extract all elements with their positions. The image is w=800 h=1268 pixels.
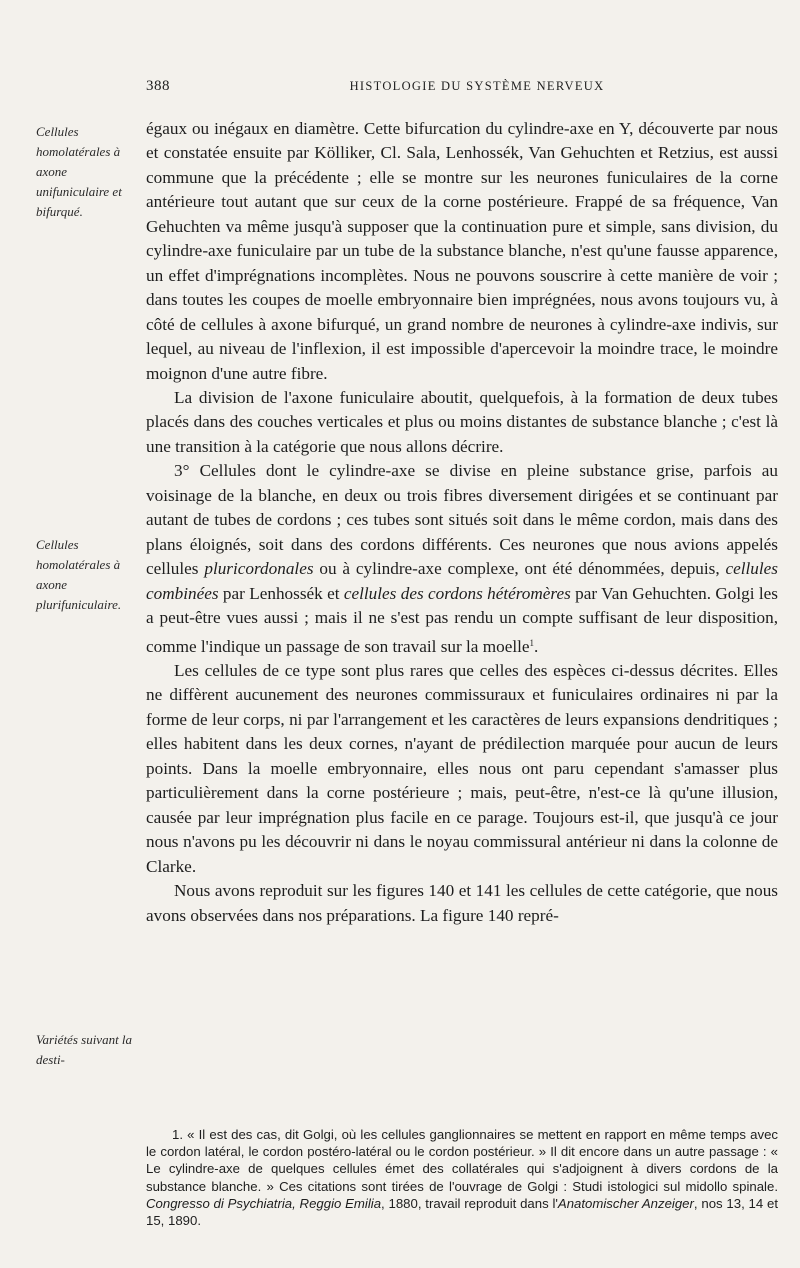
paragraph: La division de l'axone funiculaire aboutit, quelquefois, à la formation de deux tubes placés dans des couches verticales et plus ou moins distantes de substance blanche ; c'est là une transition à la catégorie que nous allons décrire. <box>146 387 778 456</box>
margin-notes <box>0 0 140 1268</box>
italic-term: pluricordonales <box>204 559 314 579</box>
italic-term: cellules combinées <box>146 559 778 603</box>
margin-note: Cellules homolatérales à axone plurifuniculaire. <box>36 537 122 612</box>
italic-term: cellules des cordons hétéromères <box>343 583 571 603</box>
footnote-marker: 1 <box>529 637 535 648</box>
margin-note: Variétés suivant la desti- <box>36 1032 133 1067</box>
page-header <box>146 78 778 100</box>
running-title: HISTOLOGIE DU SYSTÈME NERVEUX <box>349 79 605 93</box>
footnotes <box>146 1126 778 1229</box>
page-number: 388 <box>146 78 170 94</box>
paragraph: Nous avons reproduit sur les figures 140 et 141 les cellules de cette catégorie, que nous avons observées dans nos préparations. La figure 140 repré- <box>146 881 778 925</box>
margin-note: Cellules homolatérales à axone unifuniculaire et bifurqué. <box>36 124 122 219</box>
paragraph: Les cellules de ce type sont plus rares que celles des espèces ci-dessus décrites. Elles ne diffèrent aucunement des neurones commissuraux et funiculaires ordinaires ni par la forme de leur corps, ni par l'arrangement et les caractères de leurs expansions dendritiques ; elles habitent dans les deux cornes, n'ayant de prédilection marquée pour aucun de leurs points. Dans la moelle embryonnaire, elles nous ont paru cependant s'amasser plus particulièrement dans la corne postérieure ; mais, peut-être, n'est-ce là qu'une illusion, causée par leur imprégnation plus facile en ce parage. Toujours est-il, que jusqu'à ce jour nous n'avons pu les découvrir ni dans le noyau commissural antérieur ni dans la colonne de Clarke. <box>146 660 778 876</box>
body-text <box>146 117 778 928</box>
paragraph: égaux ou inégaux en diamètre. Cette bifurcation du cylindre-axe en Y, découverte par nous et constatée ensuite par Kölliker, Cl. Sala, Lenhossék, Van Gehuchten et Retzius, est aussi commune que la précédente ; elle se montre sur les neurones funiculaires de la corne antérieure tout autant que sur ceux de la corne postérieure. Frappé de sa fréquence, Van Gehuchten va même jusqu'à supposer que la continuation pure et simple, sans division, du cylindre-axe funiculaire par un tube de la substance blanche, n'est qu'une fausse apparence, un effet d'imprégnations incomplètes. Nous ne pouvons souscrire à cette manière de voir ; dans toutes les coupes de moelle embryonnaire bien imprégnées, nous avons toujours vu, à côté de cellules à axone bifurqué, un grand nombre de neurones à cylindre-axe indivis, sur lequel, au niveau de l'inflexion, il est impossible d'apercevoir la moindre trace, le moindre moignon d'une autre fibre. <box>146 119 778 383</box>
footnote: 1. « Il est des cas, dit Golgi, où les cellules ganglionnaires se mettent en rapport en même temps avec le cordon latéral, le cordon postéro-latéral ou le cordon postérieur. » Il dit encore dans un autre passage : « Le cylindre-axe de quelques cellules émet des collatérales qui s'adjoignent à divers cordons de la substance blanche. » Ces citations sont tirées de l'ouvrage de Golgi : Studi istologici sul midollo spinale. Congresso di Psychiatria, Reggio Emilia, 1880, travail reproduit dans l'Anatomischer Anzeiger, nos 13, 14 et 15, 1890. <box>146 1127 778 1229</box>
paragraph: 3° Cellules dont le cylindre-axe se divise en pleine substance grise, parfois au voisinage de la blanche, en deux ou trois fibres diversement dirigées et se continuant par autant de tubes de cordons ; ces tubes sont situés soit dans le même cordon, mais dans des plans éloignés, soit dans des cordons différents. Ces neurones que nous avions appelés cellules pluricordonales ou à cylindre-axe complexe, ont été dénommées, depuis, cellules combinées par Lenhossék et cellules des cordons hétéromères par Van Gehuchten. Golgi les a peut-être vues aussi ; mais il ne s'est pas rendu un compte suffisant de leur disposition, comme l'indique un passage de son travail sur la moelle$^1$. <box>146 461 778 656</box>
